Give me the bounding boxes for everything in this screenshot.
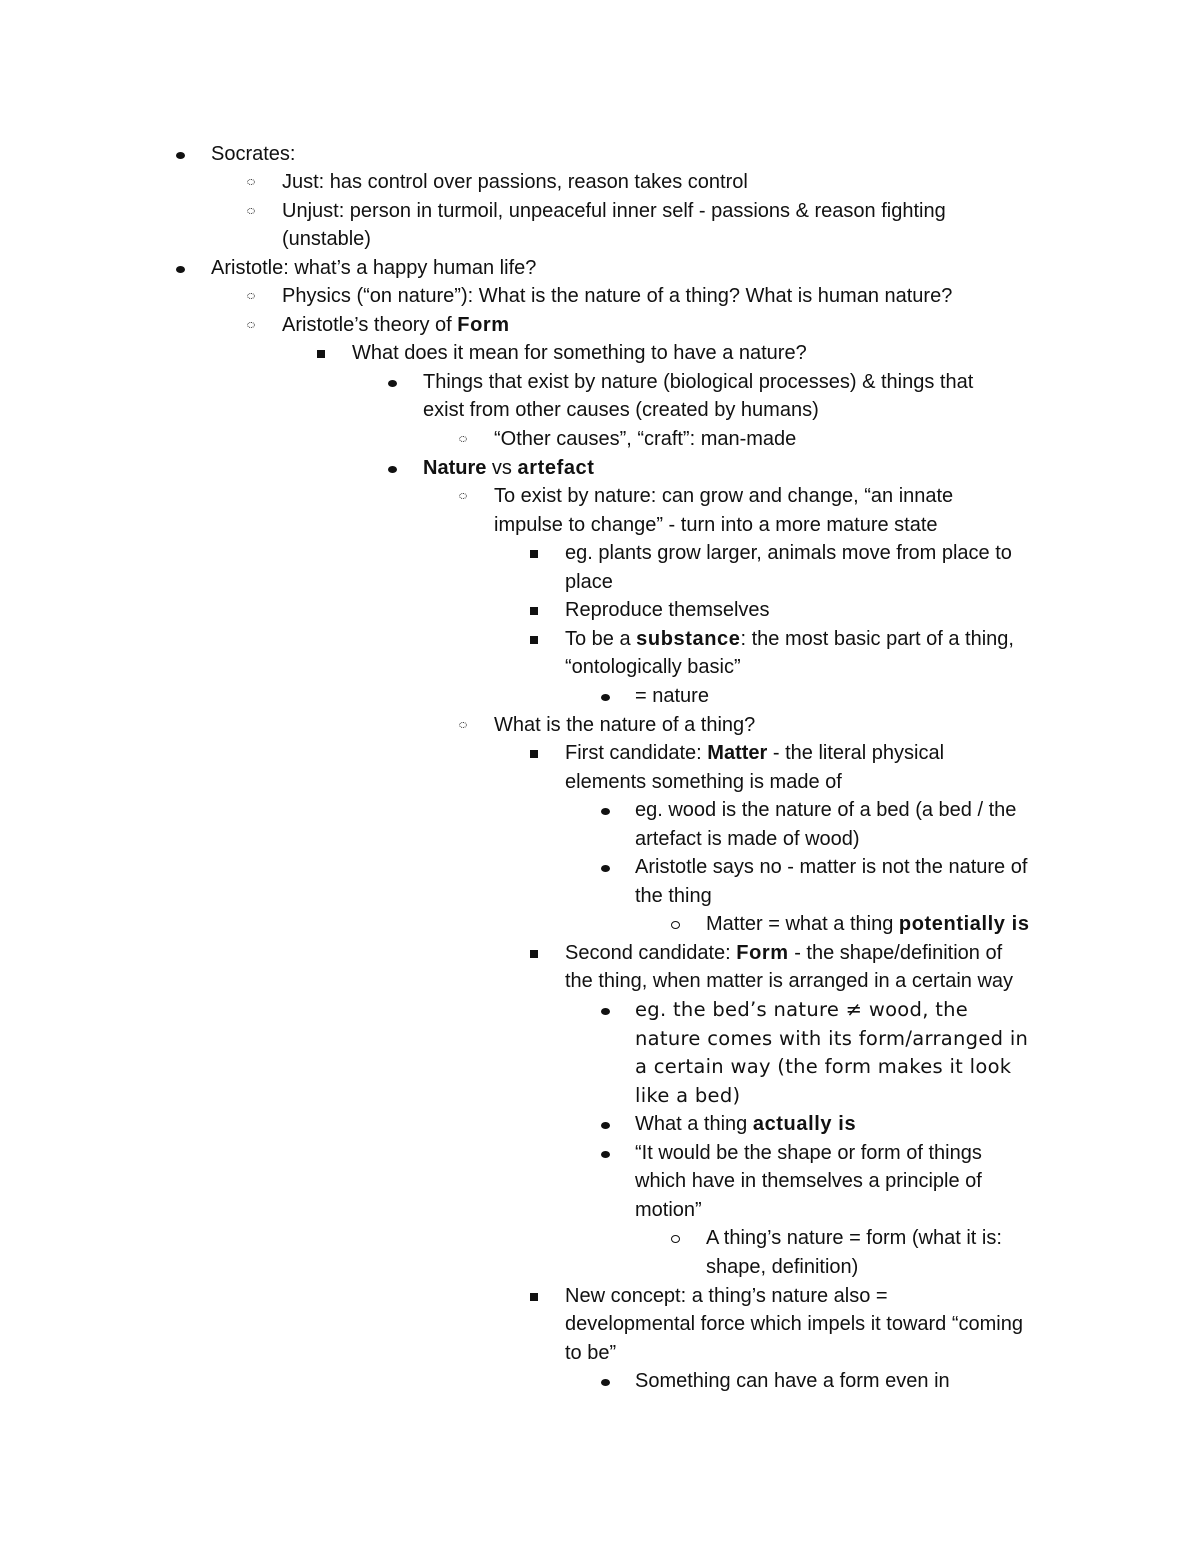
list-item-continuation bbox=[565, 653, 741, 682]
bold-term: substance bbox=[636, 627, 741, 650]
bold-term: actually is bbox=[752, 1113, 857, 1136]
note-text: like a bed) bbox=[635, 1083, 741, 1107]
list-item-continuation bbox=[565, 1310, 1023, 1339]
list-item bbox=[565, 739, 944, 768]
list-item bbox=[635, 1367, 950, 1396]
list-item-continuation bbox=[635, 1196, 702, 1225]
note-text: developmental force which impels it toward “coming bbox=[565, 1313, 1023, 1336]
filled-circle-bullet-icon bbox=[601, 1379, 610, 1386]
note-text: “ontologically basic” bbox=[565, 656, 741, 679]
filled-square-bullet-icon bbox=[530, 607, 538, 615]
note-text: Socrates: bbox=[211, 142, 296, 165]
note-text: Aristotle: what’s a happy human life? bbox=[211, 256, 537, 279]
filled-square-bullet-icon bbox=[530, 550, 538, 558]
list-item-continuation bbox=[423, 396, 819, 425]
list-item bbox=[635, 853, 1027, 882]
note-text: impulse to change” - turn into a more mature state bbox=[494, 513, 938, 536]
list-item bbox=[565, 539, 1012, 568]
note-text: eg. the bed’s nature ≠ wood, the bbox=[635, 998, 969, 1021]
note-text: Physics (“on nature”): What is the nature of a thing? What is human nature? bbox=[282, 285, 953, 308]
note-text: vs bbox=[486, 456, 518, 479]
filled-square-bullet-icon bbox=[530, 1293, 538, 1301]
note-text: What does it mean for something to have a nature? bbox=[352, 342, 807, 365]
circle-outline-bullet-icon bbox=[671, 1235, 680, 1243]
hollow-circle-bullet-icon bbox=[247, 293, 255, 299]
filled-circle-bullet-icon bbox=[601, 1008, 610, 1015]
note-text: = nature bbox=[635, 684, 709, 707]
list-item bbox=[565, 625, 1014, 654]
filled-square-bullet-icon bbox=[530, 750, 538, 758]
hollow-circle-bullet-icon bbox=[459, 493, 467, 499]
list-item-continuation bbox=[635, 825, 860, 854]
bold-term: Nature bbox=[423, 456, 487, 479]
list-item bbox=[635, 682, 709, 711]
note-text: the thing, when matter is arranged in a certain way bbox=[565, 970, 1014, 993]
list-item bbox=[494, 482, 953, 511]
hollow-circle-bullet-icon bbox=[247, 208, 255, 214]
note-text: exist from other causes (created by humans) bbox=[423, 399, 819, 422]
filled-circle-bullet-icon bbox=[601, 865, 610, 872]
list-item bbox=[423, 454, 595, 483]
note-text: nature comes with its form/arranged in bbox=[635, 1026, 1029, 1050]
note-text: Things that exist by nature (biological processes) & things that bbox=[423, 370, 974, 393]
list-item-continuation bbox=[635, 1025, 1028, 1054]
hollow-circle-bullet-icon bbox=[459, 722, 467, 728]
note-text: place bbox=[565, 570, 613, 593]
list-item bbox=[282, 168, 748, 197]
list-item-continuation bbox=[565, 967, 1013, 996]
note-text: Second candidate: bbox=[565, 941, 737, 964]
list-item-continuation bbox=[635, 882, 712, 911]
hollow-circle-bullet-icon bbox=[247, 179, 255, 185]
filled-circle-bullet-icon bbox=[601, 1122, 610, 1129]
note-text: to be” bbox=[565, 1341, 617, 1364]
list-item-continuation bbox=[565, 768, 842, 797]
note-text: the thing bbox=[635, 884, 712, 907]
note-text: (unstable) bbox=[282, 228, 371, 251]
note-text: Something can have a form even in bbox=[635, 1370, 950, 1393]
filled-circle-bullet-icon bbox=[176, 266, 185, 273]
list-item bbox=[635, 1139, 982, 1168]
note-text: elements something is made of bbox=[565, 770, 842, 793]
filled-square-bullet-icon bbox=[530, 636, 538, 644]
list-item-continuation bbox=[635, 1167, 982, 1196]
note-text: - the literal physical bbox=[767, 742, 945, 765]
note-text: eg. wood is the nature of a bed (a bed / the bbox=[635, 799, 1017, 822]
note-text: New concept: a thing’s nature also = bbox=[565, 1284, 888, 1307]
bold-term: Matter bbox=[707, 742, 768, 765]
list-item bbox=[565, 1282, 888, 1311]
list-item bbox=[211, 140, 295, 169]
note-text: What a thing bbox=[635, 1113, 753, 1136]
note-text: What is the nature of a thing? bbox=[494, 713, 756, 736]
note-text: Aristotle says no - matter is not the nature of bbox=[635, 856, 1028, 879]
note-text: “Other causes”, “craft”: man-made bbox=[494, 428, 797, 450]
note-text: : the most basic part of a thing, bbox=[740, 627, 1014, 650]
hollow-circle-bullet-icon bbox=[459, 436, 467, 442]
bold-term: Form bbox=[736, 941, 789, 964]
list-item bbox=[565, 596, 770, 625]
list-item bbox=[565, 939, 1002, 968]
filled-square-bullet-icon bbox=[530, 950, 538, 958]
note-text: First candidate: bbox=[565, 742, 708, 765]
list-item bbox=[282, 197, 946, 226]
list-item bbox=[706, 910, 1030, 939]
list-item-continuation bbox=[282, 225, 371, 254]
list-item bbox=[282, 282, 952, 311]
filled-circle-bullet-icon bbox=[176, 152, 185, 159]
note-text: Matter = what a thing bbox=[706, 913, 899, 936]
list-item-continuation bbox=[494, 511, 938, 540]
note-text: Unjust: person in turmoil, unpeaceful inner self - passions & reason fighting bbox=[282, 199, 946, 222]
note-text: artefact is made of wood) bbox=[635, 827, 860, 850]
note-text: motion” bbox=[635, 1198, 702, 1221]
list-item bbox=[282, 311, 510, 340]
filled-circle-bullet-icon bbox=[601, 808, 610, 815]
note-text: eg. plants grow larger, animals move from place to bbox=[565, 542, 1012, 565]
list-item-continuation bbox=[565, 1339, 616, 1368]
list-item-continuation bbox=[706, 1253, 858, 1282]
list-item bbox=[352, 339, 807, 368]
filled-square-bullet-icon bbox=[317, 350, 325, 358]
note-text: Aristotle’s theory of bbox=[282, 313, 458, 336]
note-text: To be a bbox=[565, 627, 637, 650]
filled-circle-bullet-icon bbox=[388, 466, 397, 473]
list-item-continuation bbox=[635, 1082, 740, 1111]
bold-term: potentially is bbox=[898, 913, 1030, 936]
note-text: A thing’s nature = form (what it is: bbox=[706, 1227, 1002, 1250]
note-text: which have in themselves a principle of bbox=[635, 1170, 982, 1193]
note-text: Just: has control over passions, reason takes control bbox=[282, 171, 748, 194]
note-text: a certain way (the form makes it look bbox=[635, 1055, 1012, 1079]
note-text: shape, definition) bbox=[706, 1255, 859, 1278]
filled-circle-bullet-icon bbox=[388, 380, 397, 387]
list-item bbox=[494, 711, 755, 740]
list-item-continuation bbox=[565, 568, 613, 597]
list-item-continuation bbox=[635, 1053, 1011, 1082]
list-item bbox=[494, 425, 796, 454]
note-text: - the shape/definition of bbox=[788, 941, 1003, 964]
list-item bbox=[423, 368, 973, 397]
list-item bbox=[211, 254, 536, 283]
note-text: “It would be the shape or form of things bbox=[635, 1141, 982, 1164]
hollow-circle-bullet-icon bbox=[247, 322, 255, 328]
list-item bbox=[635, 796, 1016, 825]
bold-term: Form bbox=[457, 313, 510, 336]
note-text: Reproduce themselves bbox=[565, 599, 770, 622]
bold-term: artefact bbox=[517, 456, 595, 479]
filled-circle-bullet-icon bbox=[601, 1151, 610, 1158]
list-item bbox=[635, 996, 968, 1025]
note-text: To exist by nature: can grow and change, “an innate bbox=[494, 485, 954, 508]
list-item bbox=[706, 1224, 1002, 1253]
filled-circle-bullet-icon bbox=[601, 694, 610, 701]
list-item bbox=[635, 1110, 856, 1139]
circle-outline-bullet-icon bbox=[671, 921, 680, 929]
